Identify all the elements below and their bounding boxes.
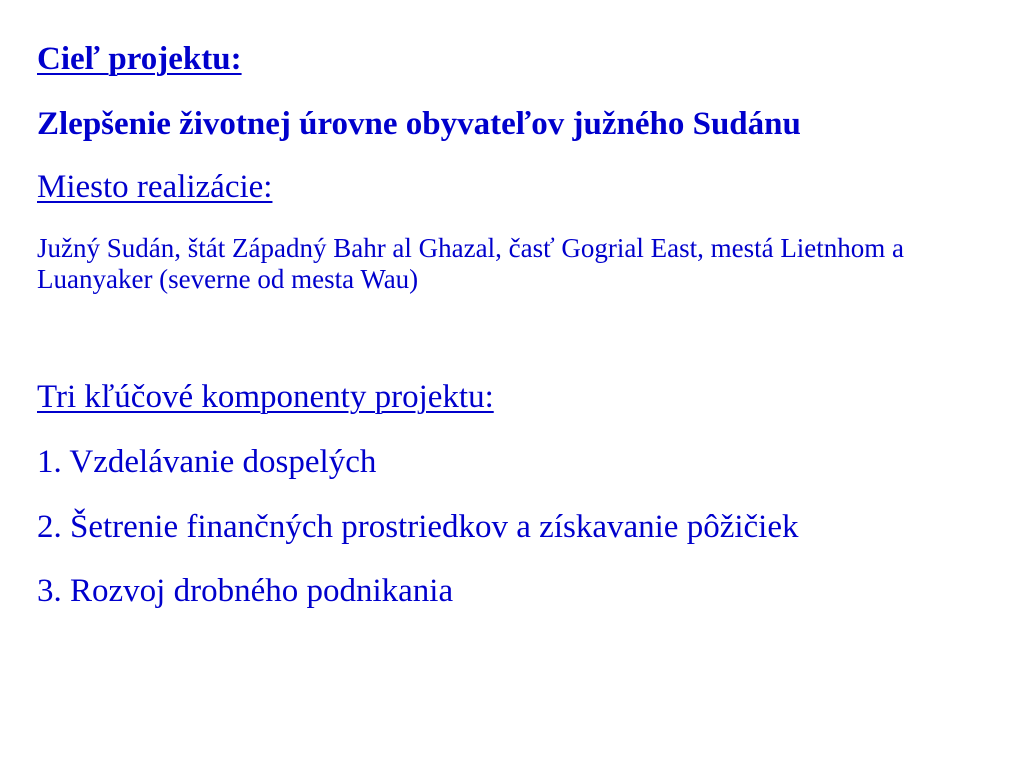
location-heading: Miesto realizácie: — [37, 169, 273, 205]
location-text: Južný Sudán, štát Západný Bahr al Ghazal, časť Gogrial East, mestá Lietnhom a Luanyaker (severne od mesta Wau) — [37, 233, 905, 294]
component-item: 1. Vzdelávanie dospelých — [37, 444, 377, 480]
components-heading: Tri kľúčové komponenty projektu: — [37, 379, 494, 415]
goal-heading: Cieľ projektu: — [37, 41, 242, 77]
component-item: 2. Šetrenie finančných prostriedkov a získavanie pôžičiek — [37, 509, 799, 545]
goal-text: Zlepšenie životnej úrovne obyvateľov južného Sudánu — [37, 106, 801, 142]
component-item: 3. Rozvoj drobného podnikania — [37, 573, 454, 609]
